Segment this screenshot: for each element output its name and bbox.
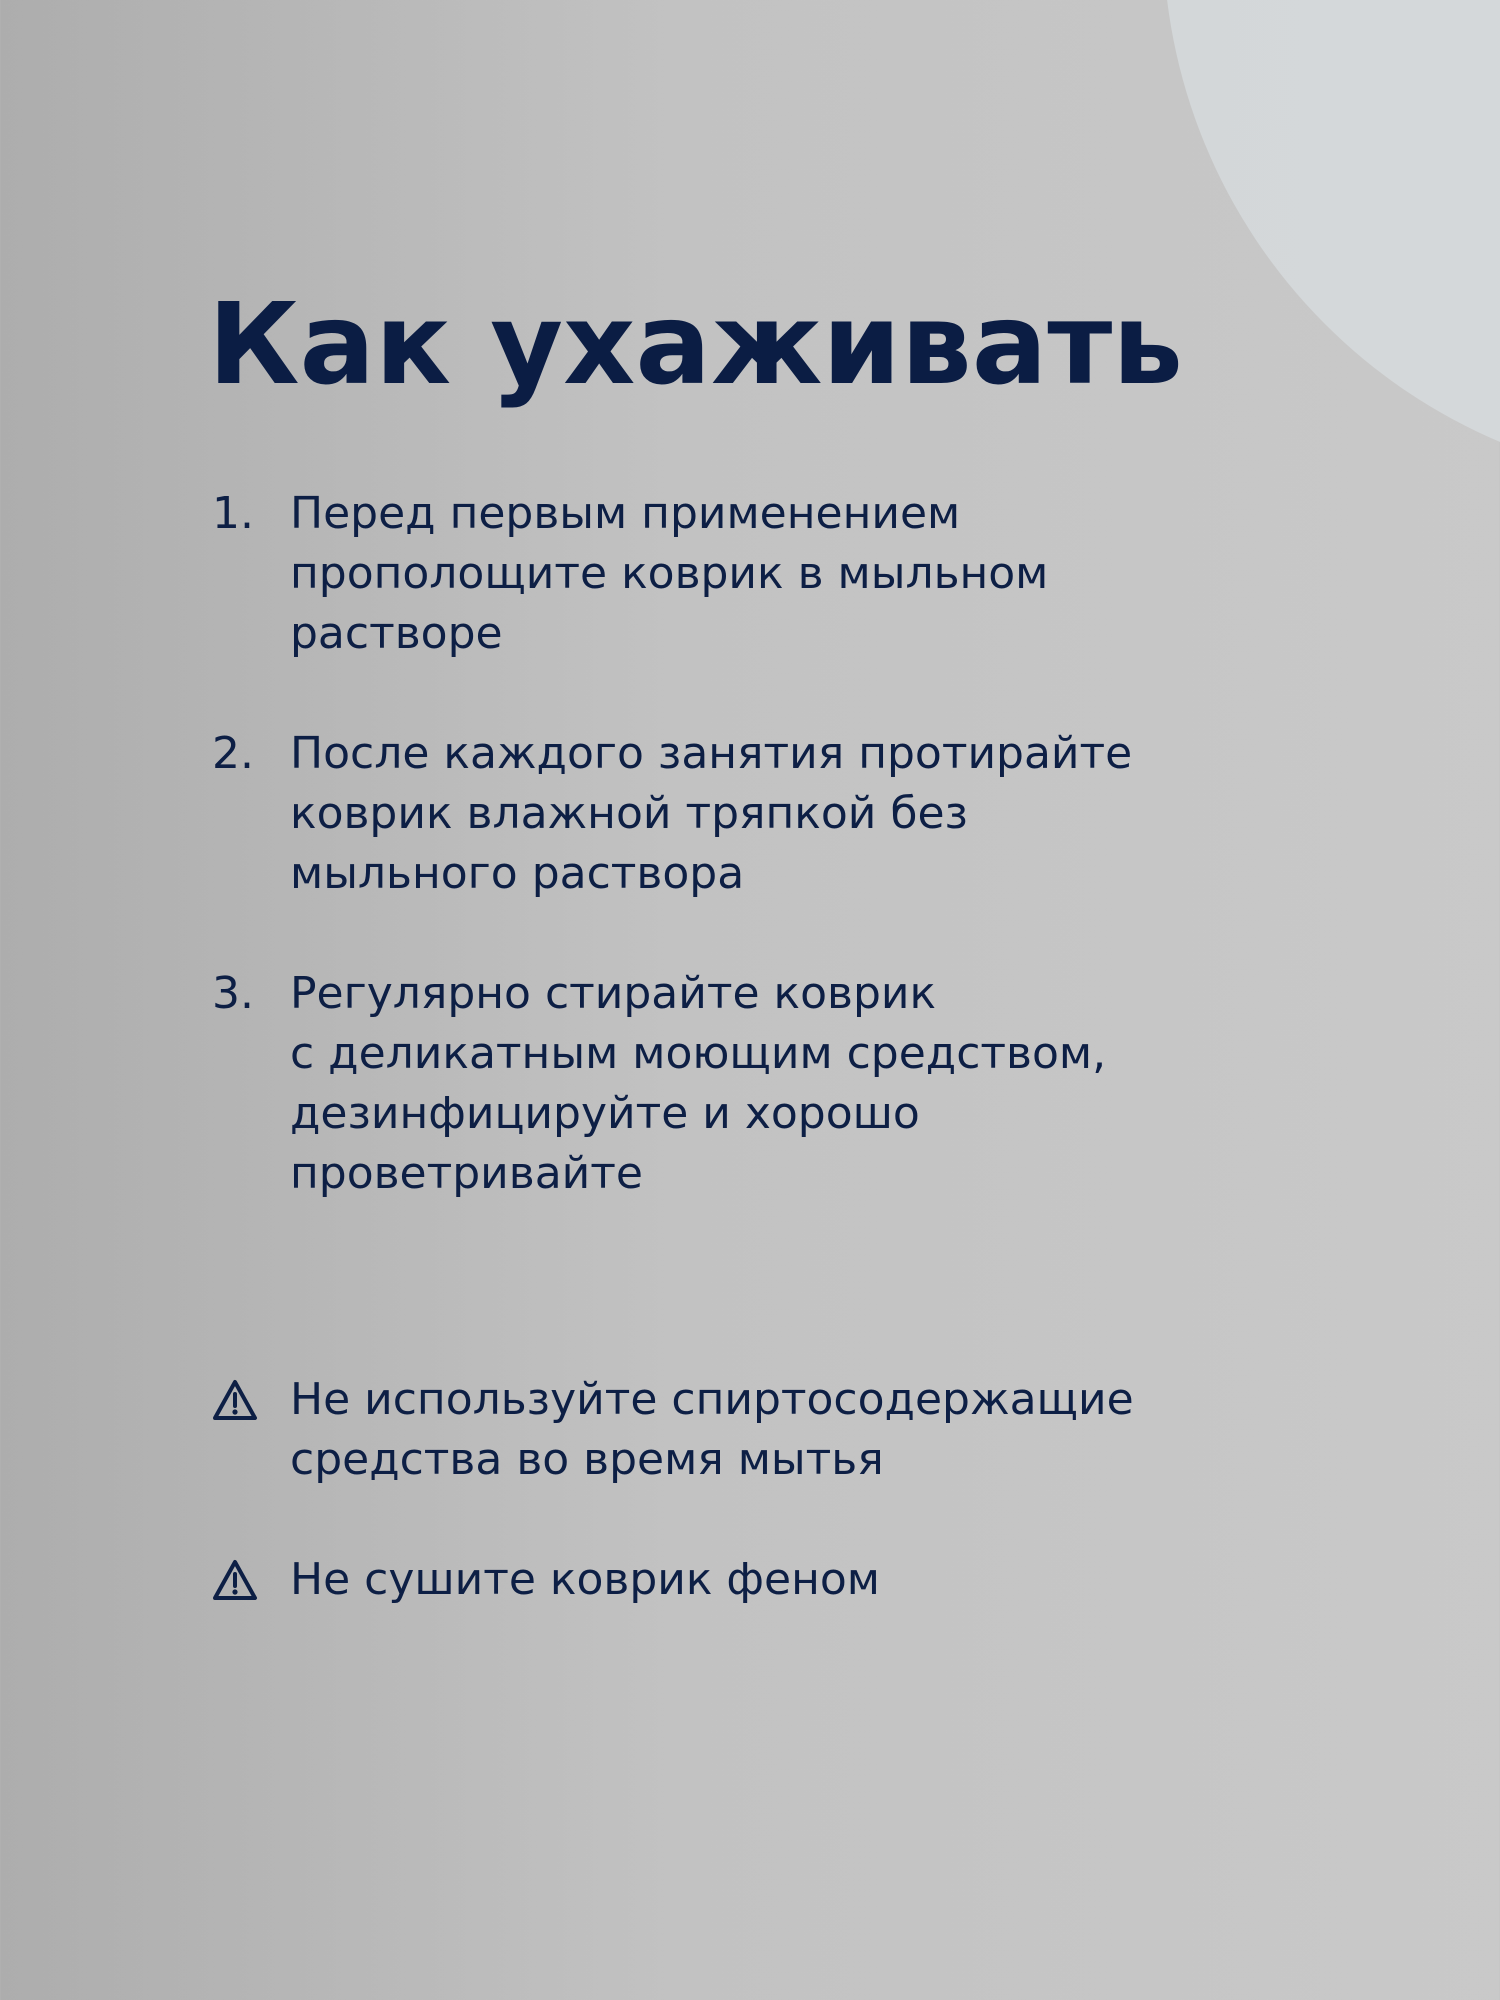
warning-triangle-icon [212, 1370, 290, 1430]
warning-alcohol [212, 1370, 1362, 1490]
care-step-2 [212, 724, 1312, 904]
warning-text: Не сушите коврик феном [290, 1554, 881, 1605]
care-steps-list [212, 484, 1312, 1264]
care-step-3 [212, 964, 1312, 1204]
warnings-list [212, 1370, 1362, 1670]
step-number: 1. [212, 488, 254, 539]
warning-triangle-icon [212, 1550, 290, 1610]
step-text: Перед первым применением прополощите коврик в мыльном растворе [290, 488, 1049, 659]
corner-decoration-shape [1163, 0, 1500, 485]
step-number: 3. [212, 968, 254, 1019]
step-number: 2. [212, 728, 254, 779]
step-text: После каждого занятия протирайте коврик влажной тряпкой без мыльного раствора [290, 728, 1133, 899]
care-step-1 [212, 484, 1312, 664]
warning-hairdryer [212, 1550, 1362, 1610]
warning-text: Не используйте спиртосодержащие средства во время мытья [290, 1374, 1134, 1485]
page-title: Как ухаживать [208, 280, 1184, 410]
step-text: Регулярно стирайте коврик с деликатным моющим средством, дезинфицируйте и хорошо проветривайте [290, 968, 1107, 1199]
